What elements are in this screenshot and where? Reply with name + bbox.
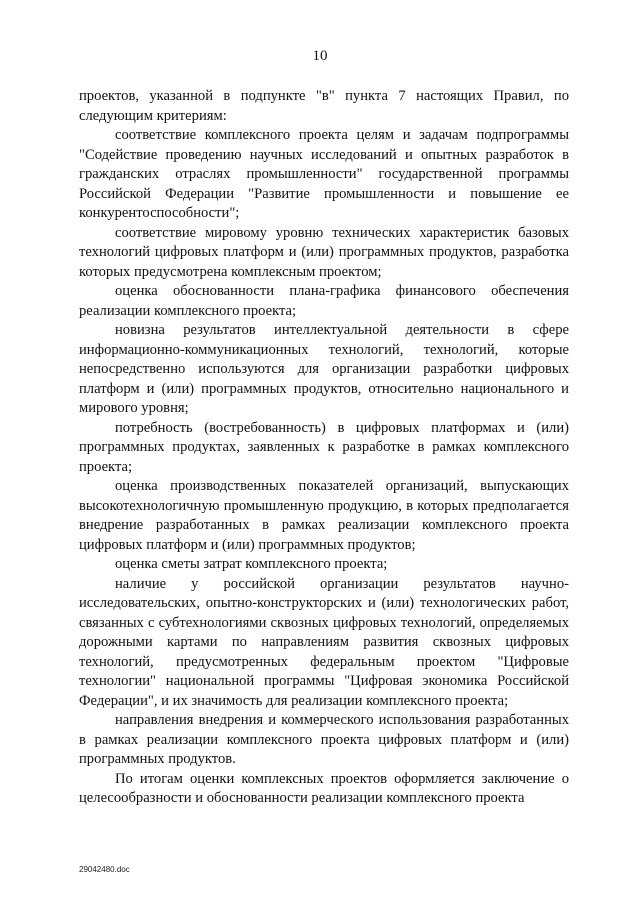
page-number: 10: [312, 48, 328, 64]
criterion-paragraph: оценка сметы затрат комплексного проекта;: [115, 556, 388, 572]
criterion-paragraph: соответствие комплексного проекта целям и задачам подпрограммы "Содействие проведению научных исследований и опытных разработок в гражданских отраслях промышленности" государственной программы Российской Федерации "Развитие промышленности и повышение ее конкурентоспособности";: [79, 127, 569, 221]
footer-filename: 29042480.doc: [79, 865, 130, 874]
criterion-paragraph: потребность (востребованность) в цифровых платформах и (или) программных продуктах, заявленных к разработке в рамках комплексного проекта;: [79, 419, 569, 475]
criterion-paragraph: новизна результатов интеллектуальной деятельности в сфере информационно-коммуникационных технологий, технологий, которые непосредственно используются для организации разработки цифровых платформ и (или) программных продуктов, относительно национального и мирового уровня;: [79, 322, 569, 416]
criterion-paragraph: оценка производственных показателей организаций, выпускающих высокотехнологичную промышленную продукцию, в которых предполагается внедрение разработанных в рамках реализации комплексного проекта цифровых платформ и (или) программных продуктов;: [79, 478, 569, 553]
paragraph-intro: проектов, указанной в подпункте "в" пункта 7 настоящих Правил, по следующим критериям:: [79, 88, 569, 124]
criterion-paragraph: соответствие мировому уровню технических характеристик базовых технологий цифровых платформ и (или) программных продуктов, разработка которых предусмотрена комплексным проектом;: [79, 224, 569, 280]
document-body: [79, 87, 569, 809]
criterion-paragraph: направления внедрения и коммерческого использования разработанных в рамках реализации комплексного проекта цифровых платформ и (или) программных продуктов.: [79, 712, 569, 767]
conclusion-paragraph: По итогам оценки комплексных проектов оформляется заключение о целесообразности и обоснованности реализации комплексного проекта: [79, 770, 569, 806]
criterion-paragraph: оценка обоснованности плана-графика финансового обеспечения реализации комплексного проекта;: [79, 283, 569, 319]
criterion-paragraph: наличие у российской организации результатов научно-исследовательских, опытно-конструкторских и (или) технологических работ, связанных с субтехнологиями сквозных цифровых технологий, определяемых дорожными картами по направлениям развития сквозных цифровых технологий, предусмотренных федеральным проектом "Цифровые технологии" национальной программы "Цифровая экономика Российской Федерации", и их значимость для реализации комплексного проекта;: [79, 575, 569, 709]
